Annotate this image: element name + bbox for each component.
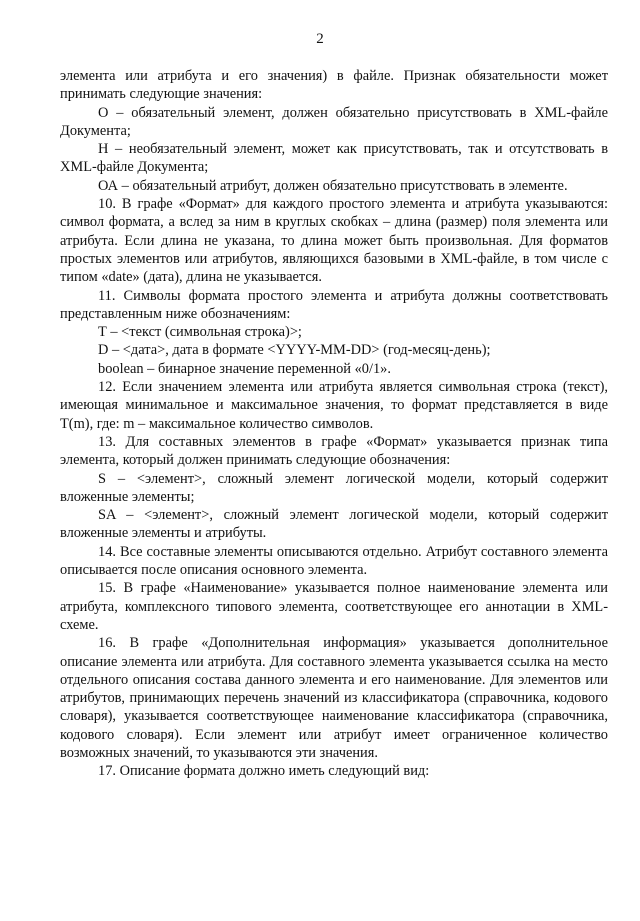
- paragraph-item-10: 10. В графе «Формат» для каждого простого элемента и атрибута указываются: символ формата, а вслед за ним в круглых скобках – длина (размер) поля элемента или атрибута. Если длина не указана, то длина может быть произвольная. Для форматов простых элементов или атрибутов, являющихся базовыми в XML-файле, в том числе с типом «date» (дата), длина не указывается.: [60, 196, 608, 286]
- paragraph-format-sa: SA – <элемент>, сложный элемент логической модели, который содержит вложенные элементы и атрибуты.: [60, 507, 608, 542]
- paragraph-optional-element: Н – необязательный элемент, может как присутствовать, так и отсутствовать в XML-файле Документа;: [60, 141, 608, 176]
- paragraph-required-element: О – обязательный элемент, должен обязательно присутствовать в XML-файле Документа;: [60, 104, 608, 139]
- paragraph-item-15: 15. В графе «Наименование» указывается полное наименование элемента или атрибута, комплексного типового элемента, соответствующее его аннотации в XML-схеме.: [60, 580, 608, 633]
- paragraph-item-11: 11. Символы формата простого элемента и атрибута должны соответствовать представленным ниже обозначениям:: [60, 287, 608, 322]
- paragraph-format-text: Т – <текст (символьная строка)>;: [98, 324, 302, 341]
- paragraph-item-12: 12. Если значением элемента или атрибута является символьная строка (текст), имеющая минимальное и максимальное значения, то формат представляется в виде Т(m), где: m – максимальное количество символов.: [60, 379, 608, 432]
- paragraph-continuation: элемента или атрибута и его значения) в файле. Признак обязательности может принимать следующие значения:: [60, 68, 608, 103]
- paragraph-required-attribute: ОА – обязательный атрибут, должен обязательно присутствовать в элементе.: [98, 177, 568, 194]
- paragraph-format-date: D – <дата>, дата в формате <YYYY-MM-DD> (год-месяц-день);: [98, 342, 491, 359]
- paragraph-item-16: 16. В графе «Дополнительная информация» указывается дополнительное описание элемента или атрибута. Для составного элемента указывается ссылка на место отдельного описания состава данного элемента и его наименование. Для элементов или атрибутов, принимающих перечень значений из классификатора (справочника, кодового словаря), указывается соответствующее наименование классификатора (справочника, кодового словаря). Если элемент или атрибут имеет ограниченное количество возможных значений, то указываются эти значения.: [60, 635, 608, 761]
- paragraph-item-14: 14. Все составные элементы описываются отдельно. Атрибут составного элемента описывается после описания основного элемента.: [60, 543, 608, 579]
- page-number: 2: [316, 31, 324, 47]
- paragraph-item-17: 17. Описание формата должно иметь следующий вид:: [98, 763, 430, 780]
- paragraph-format-boolean: boolean – бинарное значение переменной «0/1».: [98, 360, 391, 377]
- paragraph-item-13: 13. Для составных элементов в графе «Формат» указывается признак типа элемента, который должен принимать следующие обозначения:: [60, 433, 608, 469]
- paragraph-format-s: S – <элемент>, сложный элемент логической модели, который содержит вложенные элементы;: [60, 470, 608, 505]
- document-body: [60, 67, 608, 781]
